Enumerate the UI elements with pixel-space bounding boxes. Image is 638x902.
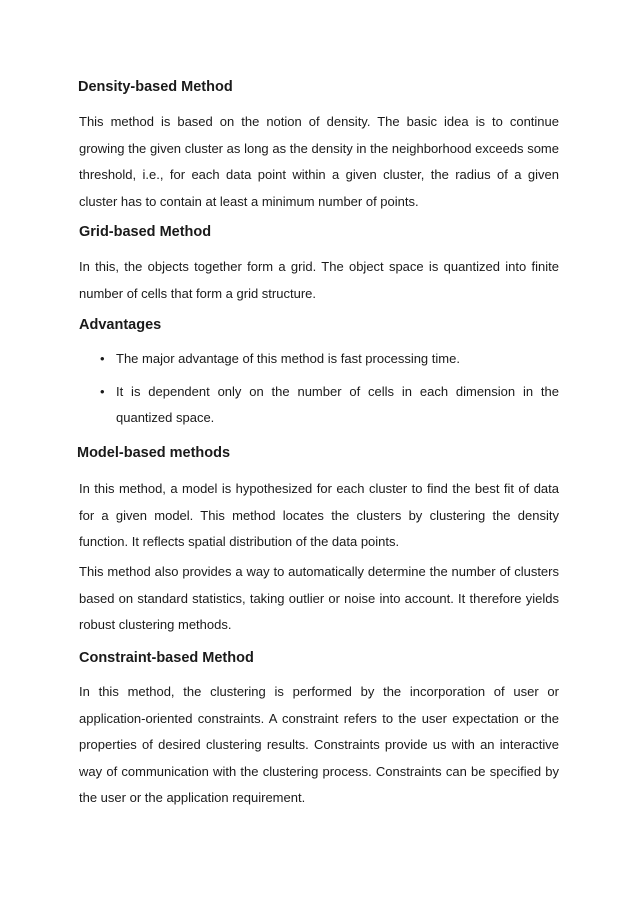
advantages-list xyxy=(98,346,559,432)
list-item xyxy=(98,379,559,432)
model-paragraph-2: This method also provides a way to automatically determine the number of clusters based on standard statistics, taking outlier or noise into account. It therefore yields robust clustering methods. xyxy=(79,564,559,632)
density-heading: Density-based Method xyxy=(78,79,233,95)
constraint-paragraph: In this method, the clustering is performed by the incorporation of user or application-oriented constraints. A constraint refers to the user expectation or the properties of desired clustering results. Constraints provide us with an interactive way of communication with the clustering process. Constraints can be specified by the user or the application requirement. xyxy=(79,684,559,805)
bullet-text: The major advantage of this method is fast processing time. xyxy=(116,351,460,366)
constraint-heading: Constraint-based Method xyxy=(79,650,254,666)
grid-paragraph: In this, the objects together form a grid. The object space is quantized into finite number of cells that form a grid structure. xyxy=(79,259,559,301)
model-paragraph-1: In this method, a model is hypothesized for each cluster to find the best fit of data for a given model. This method locates the clusters by clustering the density function. It reflects spatial distribution of the data points. xyxy=(79,481,559,549)
advantages-heading: Advantages xyxy=(79,317,162,333)
density-paragraph: This method is based on the notion of density. The basic idea is to continue growing the given cluster as long as the density in the neighborhood exceeds some threshold, i.e., for each data point within a given cluster, the radius of a given cluster has to contain at least a minimum number of points. xyxy=(79,114,559,209)
model-heading: Model-based methods xyxy=(77,445,231,461)
bullet-text: It is dependent only on the number of cells in each dimension in the quantized space. xyxy=(116,383,559,425)
grid-heading: Grid-based Method xyxy=(79,224,212,240)
list-item xyxy=(98,346,559,373)
bullet-icon: • xyxy=(100,383,105,399)
bullet-icon: • xyxy=(100,351,105,366)
